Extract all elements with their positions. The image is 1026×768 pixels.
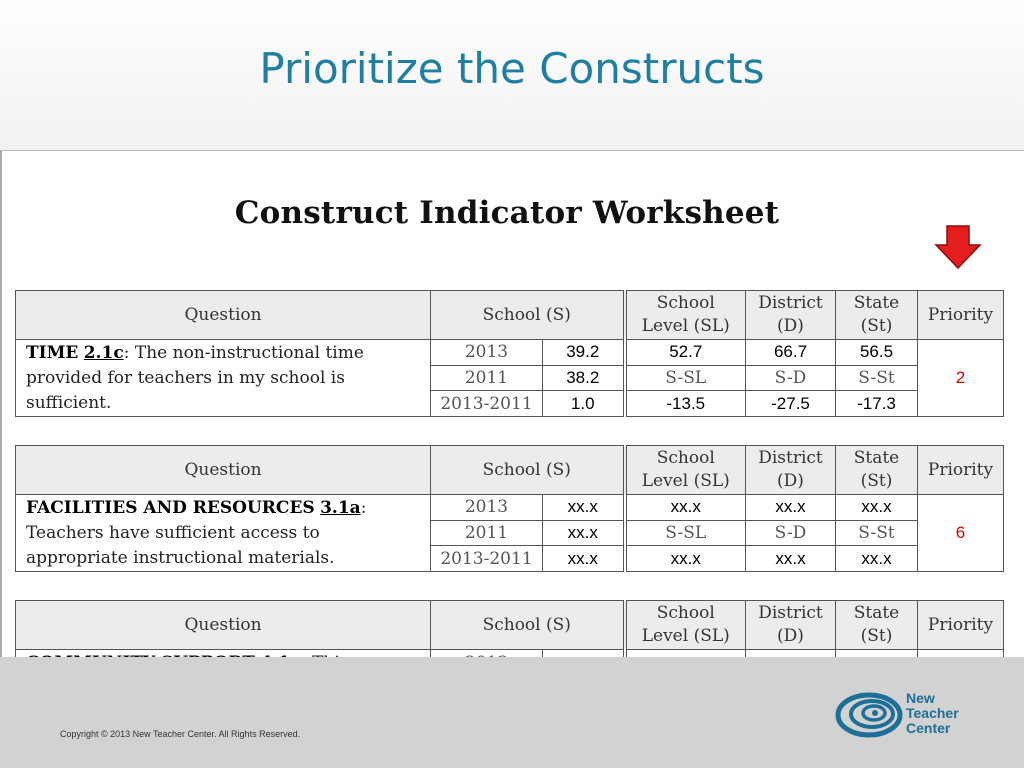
school-level-value: 52.7 (625, 340, 746, 366)
footer (0, 657, 1024, 768)
year-cell: 2011 (431, 365, 543, 391)
district-value: -27.5 (746, 391, 836, 417)
header-school-level: School Level (SL) (625, 291, 746, 340)
header-priority: Priority (918, 601, 1004, 650)
ntc-swirl-logo-icon (836, 693, 902, 737)
district-value: xx.x (746, 495, 836, 521)
header-school-level: School Level (SL) (625, 601, 746, 650)
question-text: TIME 2.1c: The non-instructional time provided for teachers in my school is sufficient. (16, 340, 431, 417)
down-arrow-icon (934, 225, 982, 269)
header-district: District (D) (746, 446, 836, 495)
year-cell: 2013 (431, 340, 543, 366)
year-cell: 2013-2011 (431, 391, 543, 417)
question-text: FACILITIES AND RESOURCES 3.1a: Teachers have sufficient access to appropriate instructional materials. (16, 495, 431, 572)
new-teacher-center-logo (836, 690, 976, 743)
table-header-row (16, 601, 1004, 650)
year-cell: 2011 (431, 520, 543, 546)
school-level-value: xx.x (625, 495, 746, 521)
construct-table-time (15, 290, 1004, 417)
header-question: Question (16, 601, 431, 650)
header-district: District (D) (746, 291, 836, 340)
header-state: State (St) (836, 291, 918, 340)
copyright-text: Copyright © 2013 New Teacher Center. All Rights Reserved. (60, 729, 301, 739)
year-cell: 2013-2011 (431, 546, 543, 572)
table-row (16, 495, 1004, 521)
table-header-row (16, 291, 1004, 340)
table-row (16, 340, 1004, 366)
header-school: School (S) (431, 446, 625, 495)
header-state: State (St) (836, 446, 918, 495)
worksheet-image (0, 151, 1026, 657)
construct-table-facilities (15, 445, 1004, 572)
school-value: 38.2 (543, 365, 625, 391)
header-priority: Priority (918, 446, 1004, 495)
school-level-label: S-SL (625, 365, 746, 391)
header-district: District (D) (746, 601, 836, 650)
school-level-label: S-SL (625, 520, 746, 546)
header-question: Question (16, 291, 431, 340)
school-value: xx.x (543, 495, 625, 521)
priority-value: 6 (918, 495, 1004, 572)
title-band (0, 0, 1024, 151)
header-state: State (St) (836, 601, 918, 650)
school-level-value: -13.5 (625, 391, 746, 417)
priority-value: 2 (918, 340, 1004, 417)
header-school: School (S) (431, 291, 625, 340)
state-value: xx.x (836, 495, 918, 521)
district-label: S-D (746, 365, 836, 391)
logo-text: New Teacher Center (906, 690, 959, 736)
district-value: xx.x (746, 546, 836, 572)
worksheet-title: Construct Indicator Worksheet (234, 195, 780, 231)
state-value: -17.3 (836, 391, 918, 417)
year-cell: 2013 (431, 495, 543, 521)
school-value: 1.0 (543, 391, 625, 417)
school-value: xx.x (543, 546, 625, 572)
state-value: 56.5 (836, 340, 918, 366)
state-label: S-St (836, 520, 918, 546)
header-school: School (S) (431, 601, 625, 650)
slide-title: Prioritize the Constructs (259, 44, 765, 93)
state-label: S-St (836, 365, 918, 391)
state-value: xx.x (836, 546, 918, 572)
table-header-row (16, 446, 1004, 495)
school-level-value: xx.x (625, 546, 746, 572)
district-label: S-D (746, 520, 836, 546)
school-value: 39.2 (543, 340, 625, 366)
header-priority: Priority (918, 291, 1004, 340)
header-question: Question (16, 446, 431, 495)
district-value: 66.7 (746, 340, 836, 366)
school-value: xx.x (543, 520, 625, 546)
header-school-level: School Level (SL) (625, 446, 746, 495)
